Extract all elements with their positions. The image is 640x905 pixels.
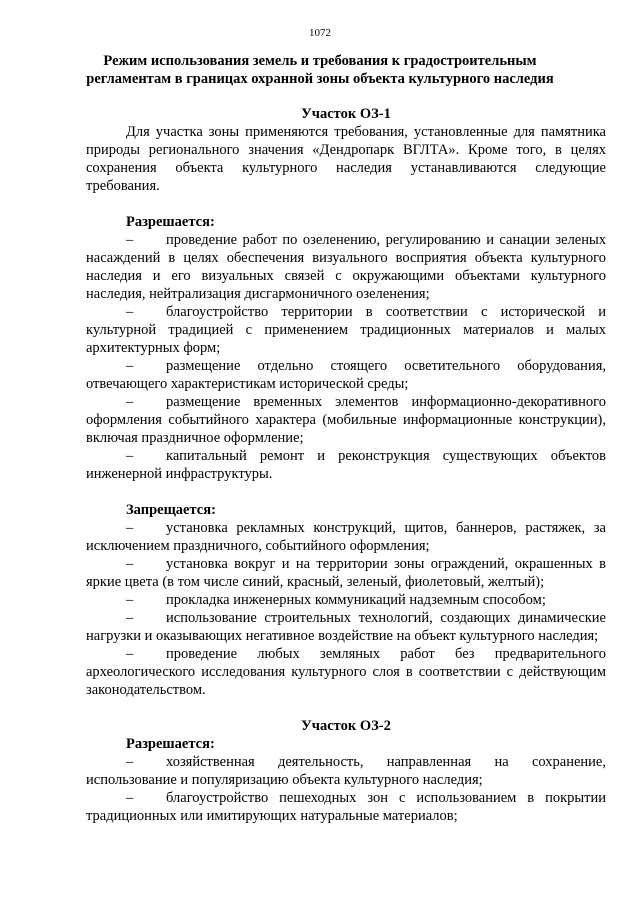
dash-marker: –	[126, 790, 134, 806]
list-item-text: капитальный ремонт и реконструкция существующих объектов инженерной инфраструктуры.	[86, 448, 606, 482]
dash-marker: –	[126, 448, 134, 464]
dash-marker: –	[126, 304, 134, 320]
forbidden-heading-oz1: Запрещается:	[126, 502, 216, 518]
list-item	[86, 645, 606, 699]
list-item-text: прокладка инженерных коммуникаций надземным способом;	[166, 592, 546, 608]
list-item-text: размещение временных элементов информационно-декоративного оформления событийного характера (мобильные информационные конструкции), включая праздничное оформление;	[86, 394, 606, 446]
list-item-text: проведение любых земляных работ без предварительного археологического исследования культурного слоя в соответствии с действующим законодательством.	[86, 646, 606, 698]
dash-marker: –	[126, 754, 134, 770]
dash-marker: –	[126, 610, 134, 626]
dash-marker: –	[126, 520, 134, 536]
list-item	[86, 303, 606, 357]
list-item	[86, 393, 606, 447]
dash-marker: –	[126, 394, 134, 410]
list-item	[86, 447, 606, 483]
dash-marker: –	[126, 556, 134, 572]
list-item	[86, 591, 606, 609]
section-intro-oz1: Для участка зоны применяются требования, установленные для памятника природы регионального значения «Дендропарк ВГЛТА». Кроме того, в целях сохранения объекта культурного наследия устанавливаются следующие требования.	[86, 124, 606, 194]
spacer	[86, 699, 606, 717]
list-item-text: установка рекламных конструкций, щитов, баннеров, растяжек, за исключением праздничного, событийного оформления;	[86, 520, 606, 554]
list-item	[86, 357, 606, 393]
section-title-oz2: Участок ОЗ-2	[301, 718, 391, 734]
list-item-text: хозяйственная деятельность, направленная на сохранение, использование и популяризацию объекта культурного наследия;	[86, 754, 606, 788]
section-title-oz1: Участок ОЗ-1	[301, 106, 391, 122]
page-number: 1072	[309, 27, 331, 39]
list-item-text: использование строительных технологий, создающих динамические нагрузки и оказывающих негативное воздействие на объект культурного наследия;	[86, 610, 606, 644]
list-item-text: проведение работ по озеленению, регулированию и санации зеленых насаждений в целях обеспечения визуального восприятия объекта культурного наследия и его визуальных связей с окружающими объектами культурного наследия, нейтрализация дисгармоничного озеленения;	[86, 232, 606, 302]
list-item-text: установка вокруг и на территории зоны ограждений, окрашенных в яркие цвета (в том числе синий, красный, зеленый, фиолетовый, желтый);	[86, 556, 606, 590]
spacer	[86, 483, 606, 501]
document-body	[86, 105, 606, 825]
dash-marker: –	[126, 592, 134, 608]
dash-marker: –	[126, 232, 134, 248]
list-item	[86, 555, 606, 591]
dash-marker: –	[126, 358, 134, 374]
document-title: Режим использования земель и требования к градостроительным регламентам в границах охранной зоны объекта культурного наследия	[86, 53, 554, 87]
list-item-text: благоустройство пешеходных зон с использованием в покрытии традиционных или имитирующих натуральные материалов;	[86, 790, 606, 824]
allowed-heading-oz1: Разрешается:	[126, 214, 215, 230]
list-item	[86, 519, 606, 555]
list-item	[86, 753, 606, 789]
spacer	[86, 195, 606, 213]
list-item	[86, 789, 606, 825]
dash-marker: –	[126, 646, 134, 662]
list-item	[86, 609, 606, 645]
list-item-text: благоустройство территории в соответствии с исторической и культурной традицией с применением традиционных материалов и малых архитектурных форм;	[86, 304, 606, 356]
list-item	[86, 231, 606, 303]
allowed-heading-oz2: Разрешается:	[126, 736, 215, 752]
list-item-text: размещение отдельно стоящего осветительного оборудования, отвечающего характеристикам исторической среды;	[86, 358, 606, 392]
